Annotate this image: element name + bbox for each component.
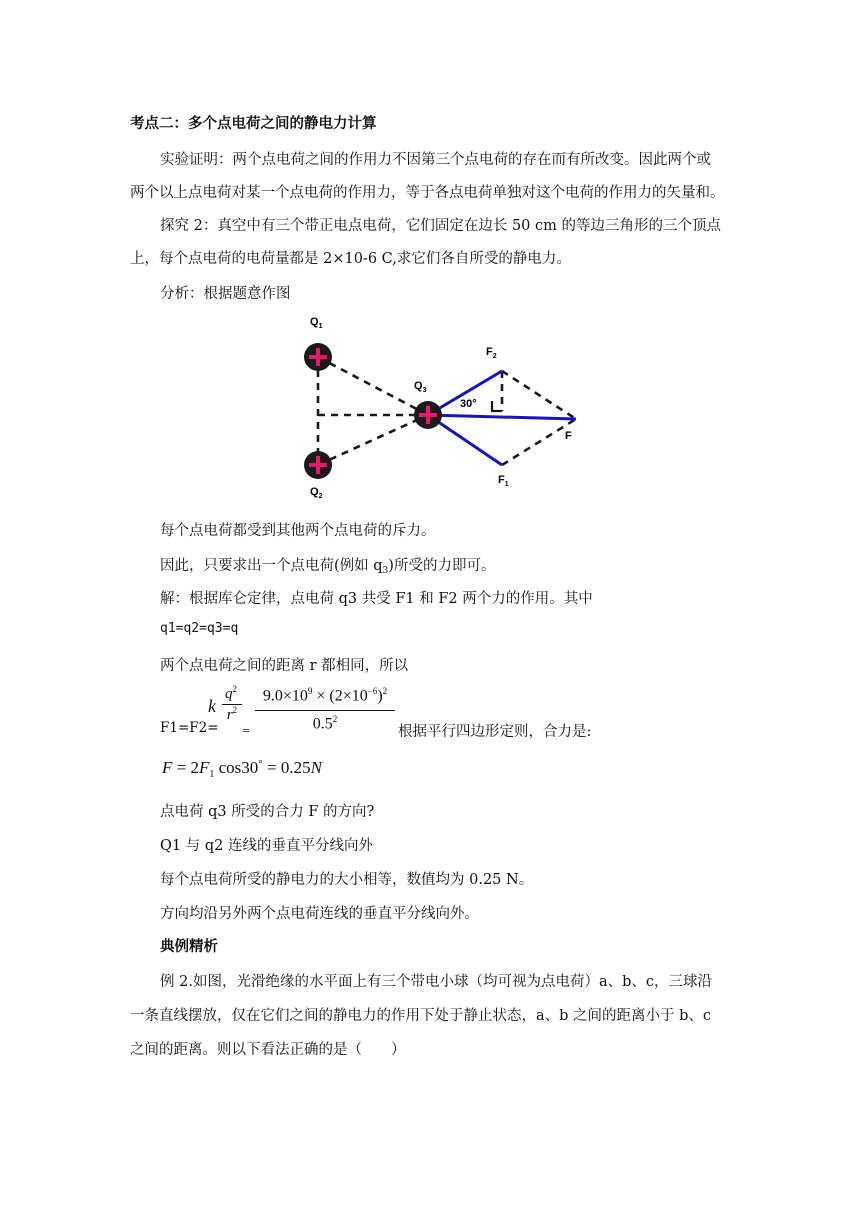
charge-q1 [304, 343, 332, 371]
label-f: F [565, 430, 572, 442]
example-line: 例 2.如图，光滑绝缘的水平面上有三个带电小球（均可视为点电荷）a、b、c，三球沿 [160, 974, 712, 990]
dashed-q2-q3 [318, 415, 428, 465]
text-line: 每个点电荷所受的静电力的大小相等，数值均为 0.25 N。 [160, 872, 534, 888]
text-line: q1=q2=q3=q [160, 621, 239, 636]
dashed-f1-f [502, 419, 576, 465]
charge-q2 [304, 451, 332, 479]
charge-q3 [414, 401, 442, 429]
text-line: 两个点电荷之间的距离 r 都相同，所以 [160, 658, 409, 674]
angle-label: 30° [460, 398, 477, 410]
label-q2: $Q_2$ [310, 486, 323, 500]
dashed-f2-f [502, 371, 576, 419]
label-q3: $Q_3$ [414, 380, 427, 394]
dashed-q1-q3 [318, 357, 428, 415]
label-q1: $Q_1$ [310, 316, 323, 330]
text-line: 点电荷 q3 所受的合力 F 的方向? [160, 804, 375, 820]
analysis-line: 分析：根据题意作图 [160, 286, 291, 302]
paragraph-line: 实验证明：两个点电荷之间的作用力不因第三个点电荷的存在而有所改变。因此两个或 [160, 152, 711, 168]
label-f1: $F_1$ [498, 474, 509, 488]
paragraph-line: 探究 2：真空中有三个带正电点电荷，它们固定在边长 50 cm 的等边三角形的三个顶点 [160, 218, 721, 234]
example-line: 一条直线摆放，仅在它们之间的静电力的作用下处于静止状态，a、b 之间的距离小于 b、c [130, 1008, 712, 1024]
text-line: Q1 与 q2 连线的垂直平分线向外 [160, 838, 373, 854]
text-line: 解：根据库仑定律，点电荷 q3 共受 F1 和 F2 两个力的作用。其中 [160, 591, 593, 607]
text-line: 因此，只要求出一个点电荷(例如 $q_3$)所受的力即可。 [160, 558, 496, 576]
label-f2: $F_2$ [486, 346, 497, 360]
result-formula: $F = 2F_1$ cos30° = 0.25N [162, 758, 322, 780]
example-title: 典例精析 [160, 939, 218, 955]
right-angle-mark [492, 401, 502, 411]
section-title: 考点二：多个点电荷之间的静电力计算 [130, 116, 377, 132]
force-diagram [290, 305, 600, 505]
text-line: 每个点电荷都受到其他两个点电荷的斥力。 [160, 523, 436, 539]
example-line: 之间的距离。则以下看法正确的是（ ） [130, 1042, 406, 1058]
paragraph-line: 上，每个点电荷的电荷量都是 2×10-6 C,求它们各自所受的静电力。 [130, 251, 571, 267]
text-line: 方向均沿另外两个点电荷连线的垂直平分线向外。 [160, 906, 479, 922]
coulomb-formula: F1=F2= k $q^2$ $r^2$ = $9.0\times 10^9 \times (2\times 10^{-6})^2$ $0.5^2$ 根据平行四边形定则，合力是: [160, 684, 592, 740]
vector-f [428, 415, 576, 419]
paragraph-line: 两个以上点电荷对某一个点电荷的作用力，等于各点电荷单独对这个电荷的作用力的矢量和。 [130, 185, 725, 201]
formula-lhs: F1=F2= [160, 720, 219, 736]
